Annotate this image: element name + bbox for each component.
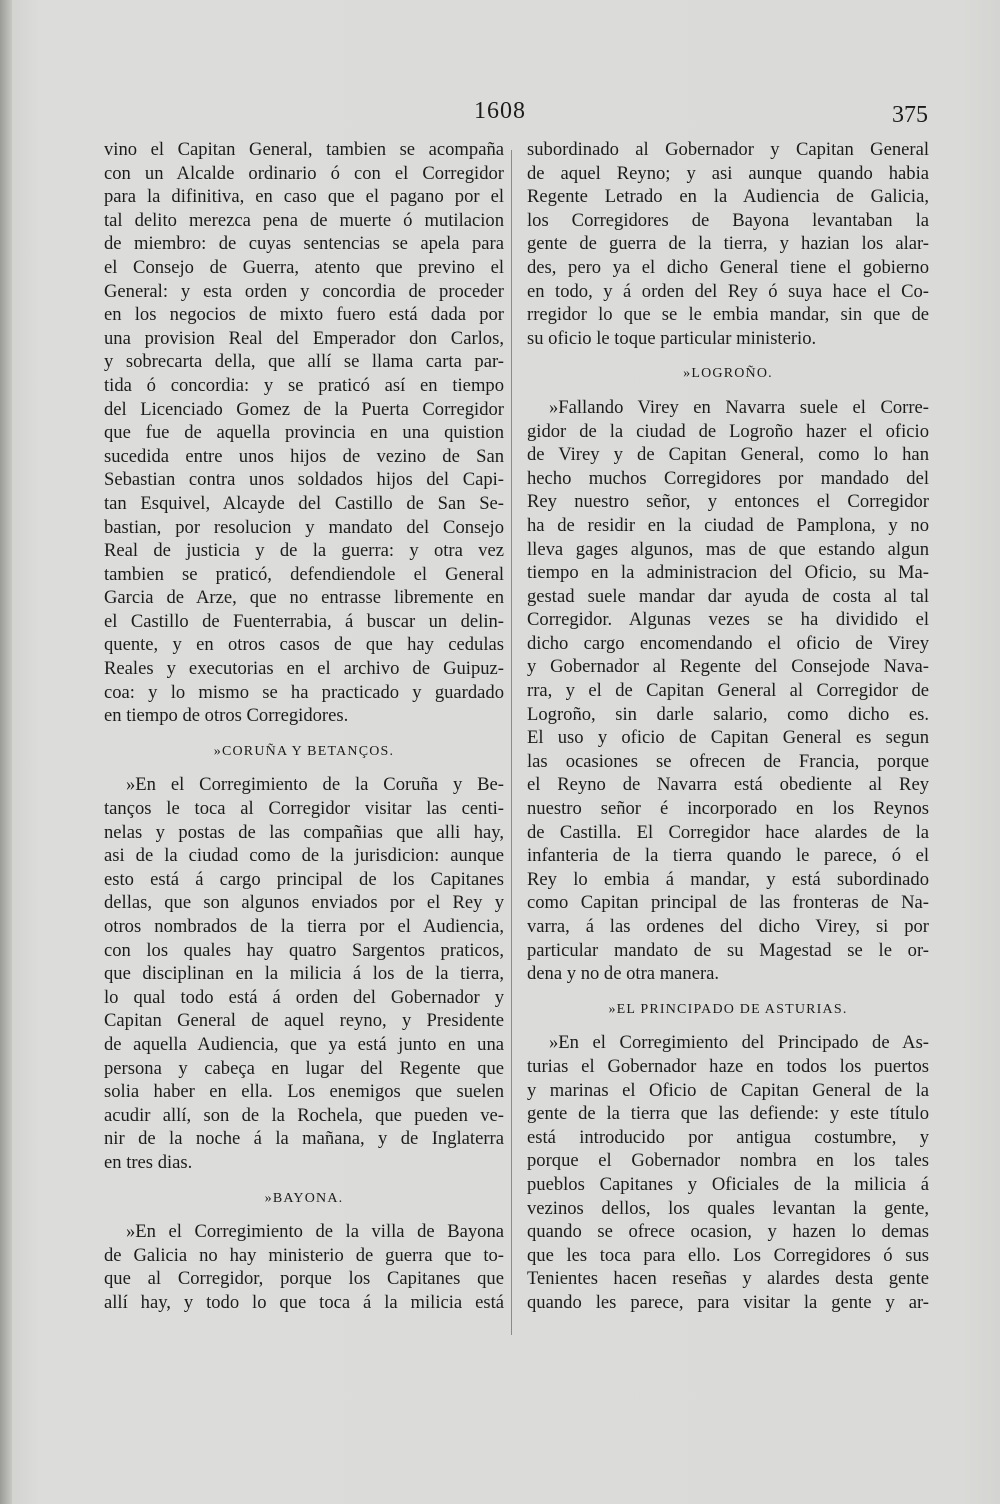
text-line: del Licenciado Gomez de la Puerta Corregidor — [104, 398, 504, 420]
text-line: »En el Corregimiento del Principado de As- — [549, 1032, 929, 1054]
text-line: y Gobernador al Regente del Consejode Nava- — [527, 656, 929, 678]
text-line: con un Alcalde ordinario ó con el Corregidor — [104, 162, 504, 184]
text-line: quando se ofrece ocasion, y hazen lo demas — [527, 1221, 929, 1243]
text-line: sucedida entre unos hijos de vezino de San — [104, 445, 504, 467]
text-line: para la difinitiva, en caso que el pagano por el — [104, 186, 504, 208]
text-line: ha de residir en la ciudad de Pamplona, y no — [527, 514, 929, 536]
text-line: gente de guerra de la tierra, y hazian los alar- — [527, 233, 929, 255]
text-line: gidor de la ciudad de Logroño hazer el oficio — [527, 420, 929, 442]
text-line: rra, y el de Capitan General al Corregidor de — [527, 680, 929, 702]
text-line: gestad suele mandar dar ayuda de costa al tal — [527, 585, 929, 607]
text-line: pueblos Capitanes y Oficiales de la milicia á — [527, 1173, 929, 1195]
text-line: como Capitan principal de las fronteras de Na- — [527, 892, 929, 914]
text-line: los Corregidores de Bayona levantaban la — [527, 209, 929, 231]
text-line: el Reyno de Navarra está obediente al Rey — [527, 774, 929, 796]
text-line: de Virey y de Capitan General, como lo han — [527, 444, 929, 466]
paragraph — [104, 1220, 504, 1314]
text-line: Regente Letrado en la Audiencia de Galicia, — [527, 186, 929, 208]
text-line: el Castillo de Fuenterrabia, á buscar un delin- — [104, 610, 504, 632]
text-line: dicho cargo encomendando el oficio de Virey — [527, 632, 929, 654]
text-line: dellas, que son algunos enviados por el Rey y — [104, 892, 504, 914]
right-column — [527, 138, 929, 1315]
left-column — [104, 138, 504, 1315]
text-line: en tiempo de otros Corregidores. — [104, 705, 349, 727]
text-line: infanteria de la tierra quando le parece, ó el — [527, 845, 929, 867]
text-line: »En el Corregimiento de la villa de Bayona — [126, 1221, 504, 1243]
text-line: nelas y postas de las compañias que alli hay, — [104, 821, 504, 843]
text-line: tal delito merezca pena de muerte ó mutilacion — [104, 209, 504, 231]
text-line: persona y cabeça en lugar del Regente que — [104, 1057, 504, 1079]
section-heading-logrono: »LOGROÑO. — [683, 366, 773, 382]
text-line: »En el Corregimiento de la Coruña y Be- — [126, 774, 504, 796]
text-line: tida ó concordia: y se praticó así en tiempo — [104, 374, 504, 396]
text-line: de Galicia no hay ministerio de guerra que to- — [104, 1244, 504, 1266]
page-number: 375 — [892, 102, 928, 128]
text-line: de aquella Audiencia, que ya está junto en una — [104, 1033, 504, 1055]
text-line: y marinas el Oficio de Capitan General de la — [527, 1079, 929, 1101]
text-line: Corregidor. Algunas vezes se ha dividido el — [527, 609, 929, 631]
text-line: nir de la noche á la mañana, y de Inglaterra — [104, 1128, 504, 1150]
text-line: de miembro: de cuyas sentencias se apela para — [104, 233, 504, 255]
text-line: Garcia de Arze, que no entrasse libremente en — [104, 587, 504, 609]
paragraph — [527, 138, 929, 350]
paragraph — [104, 138, 504, 728]
text-line: rregidor lo que se le embia mandar, sin que de — [527, 304, 929, 326]
text-line: »Fallando Virey en Navarra suele el Corre- — [549, 396, 929, 418]
text-line: una provision Real del Emperador don Carlos, — [104, 327, 504, 349]
text-line: vezinos dellos, los quales levantan la gente, — [527, 1197, 929, 1219]
text-line: nuestro señor é incorporado en los Reynos — [527, 798, 929, 820]
text-line: gente de la tierra que las defiende: y este título — [527, 1103, 929, 1125]
text-line: de Castilla. El Corregidor hace alardes de la — [527, 821, 929, 843]
section-heading-coruna: »CORUÑA Y BETANÇOS. — [213, 743, 395, 759]
text-line: Sebastian contra unos soldados hijos del Capi- — [104, 469, 504, 491]
text-line: Rey nuestro señor, y entonces el Corregidor — [527, 491, 929, 513]
text-line: lo qual todo está á orden del Gobernador y — [104, 986, 504, 1008]
text-line: que fue de aquella provincia en una quistion — [104, 422, 504, 444]
text-line: Tenientes hacen reseñas y alardes desta gente — [527, 1268, 929, 1290]
text-line: lleva gages algunos, mas de que estando algun — [527, 538, 929, 560]
running-header-year: 1608 — [474, 98, 526, 124]
text-line: Rey lo embia á mandar, y está subordinado — [527, 868, 929, 890]
text-line: hecho muchos Corregidores por mandado del — [527, 467, 929, 489]
text-line: vino el Capitan General, tambien se acompaña — [104, 139, 504, 160]
text-line: porque el Gobernador nombra en los tales — [527, 1150, 929, 1172]
text-line: dena y no de otra manera. — [527, 963, 720, 985]
text-line: que les toca para ello. Los Corregidores ó sus — [527, 1244, 929, 1266]
text-line: en todo, y á orden del Rey ó suya hace el Co- — [527, 280, 929, 302]
text-line: des, pero ya el dicho General tiene el gobierno — [527, 256, 929, 278]
text-line: turias el Gobernador haze en todos los puertos — [527, 1055, 929, 1077]
page-binding-edge — [0, 0, 12, 1504]
text-line: que disciplinan en la milicia á los de la tierra, — [104, 963, 504, 985]
text-line: bastian, por resolucion y mandato del Consejo — [104, 516, 504, 538]
section-heading-asturias: »EL PRINCIPADO DE ASTURIAS. — [608, 1001, 848, 1017]
text-line: su oficio le toque particular ministerio. — [527, 327, 817, 349]
text-line: tanços le toca al Corregidor visitar las centi- — [104, 798, 504, 820]
text-line: particular mandato de su Magestad se le or- — [527, 939, 929, 961]
text-line: coa: y lo mismo se ha practicado y guardado — [104, 681, 504, 703]
text-line: tiempo en la administracion del Oficio, su Ma- — [527, 562, 929, 584]
text-line: El uso y oficio de Capitan General es segun — [527, 727, 929, 749]
paragraph — [527, 1031, 929, 1314]
text-line: de aquel Reyno; y asi aunque quando habia — [527, 162, 929, 184]
text-line: que al Corregidor, porque los Capitanes que — [104, 1268, 504, 1290]
text-line: subordinado al Gobernador y Capitan General — [527, 139, 929, 160]
text-line: en los negocios de mixto fuero está dada por — [104, 304, 504, 326]
text-line: esto está á cargo principal de los Capitanes — [104, 868, 504, 890]
text-line: el Consejo de Guerra, atento que previno el — [104, 256, 504, 278]
text-line: y sobrecarta della, que allí se llama carta par- — [104, 351, 504, 373]
text-line: las ocasiones se ofrecen de Francia, porque — [527, 750, 929, 772]
paragraph — [527, 396, 929, 986]
text-line: tambien se praticó, defendiendole el General — [104, 563, 504, 585]
text-line: está introducido por antigua costumbre, y — [527, 1126, 929, 1148]
column-divider — [511, 150, 512, 1335]
text-line: Logroño, sin darle salario, como dicho es. — [527, 703, 929, 725]
text-line: allí hay, y todo lo que toca á la milicia está — [104, 1291, 504, 1313]
text-line: asi de la ciudad como de la jurisdicion: aunque — [104, 845, 504, 867]
text-line: varra, á las ordenes del dicho Virey, si por — [527, 916, 929, 937]
text-line: Real de justicia y de la guerra: y otra vez — [104, 540, 504, 562]
text-line: General: y esta orden y concordia de proceder — [104, 280, 504, 302]
paragraph — [104, 773, 504, 1174]
text-line: quente, y en otros casos de que hay cedulas — [104, 634, 504, 656]
text-line: quando les parece, para visitar la gente y ar- — [527, 1291, 929, 1313]
text-line: acudir allí, son de la Rochela, que pueden ve- — [104, 1104, 504, 1126]
text-line: en tres dias. — [104, 1151, 193, 1173]
section-heading-bayona: »BAYONA. — [264, 1190, 344, 1206]
text-line: Capitan General de aquel reyno, y Presidente — [104, 1010, 504, 1032]
text-line: solia haber en ella. Los enemigos que suelen — [104, 1081, 504, 1103]
text-line: tan Esquivel, Alcayde del Castillo de San Se- — [104, 492, 504, 514]
text-line: con los quales hay quatro Sargentos praticos, — [104, 939, 504, 961]
text-line: otros nombrados de la tierra por el Audiencia, — [104, 916, 504, 937]
text-line: Reales y executorias en el archivo de Guipuz- — [104, 658, 504, 680]
